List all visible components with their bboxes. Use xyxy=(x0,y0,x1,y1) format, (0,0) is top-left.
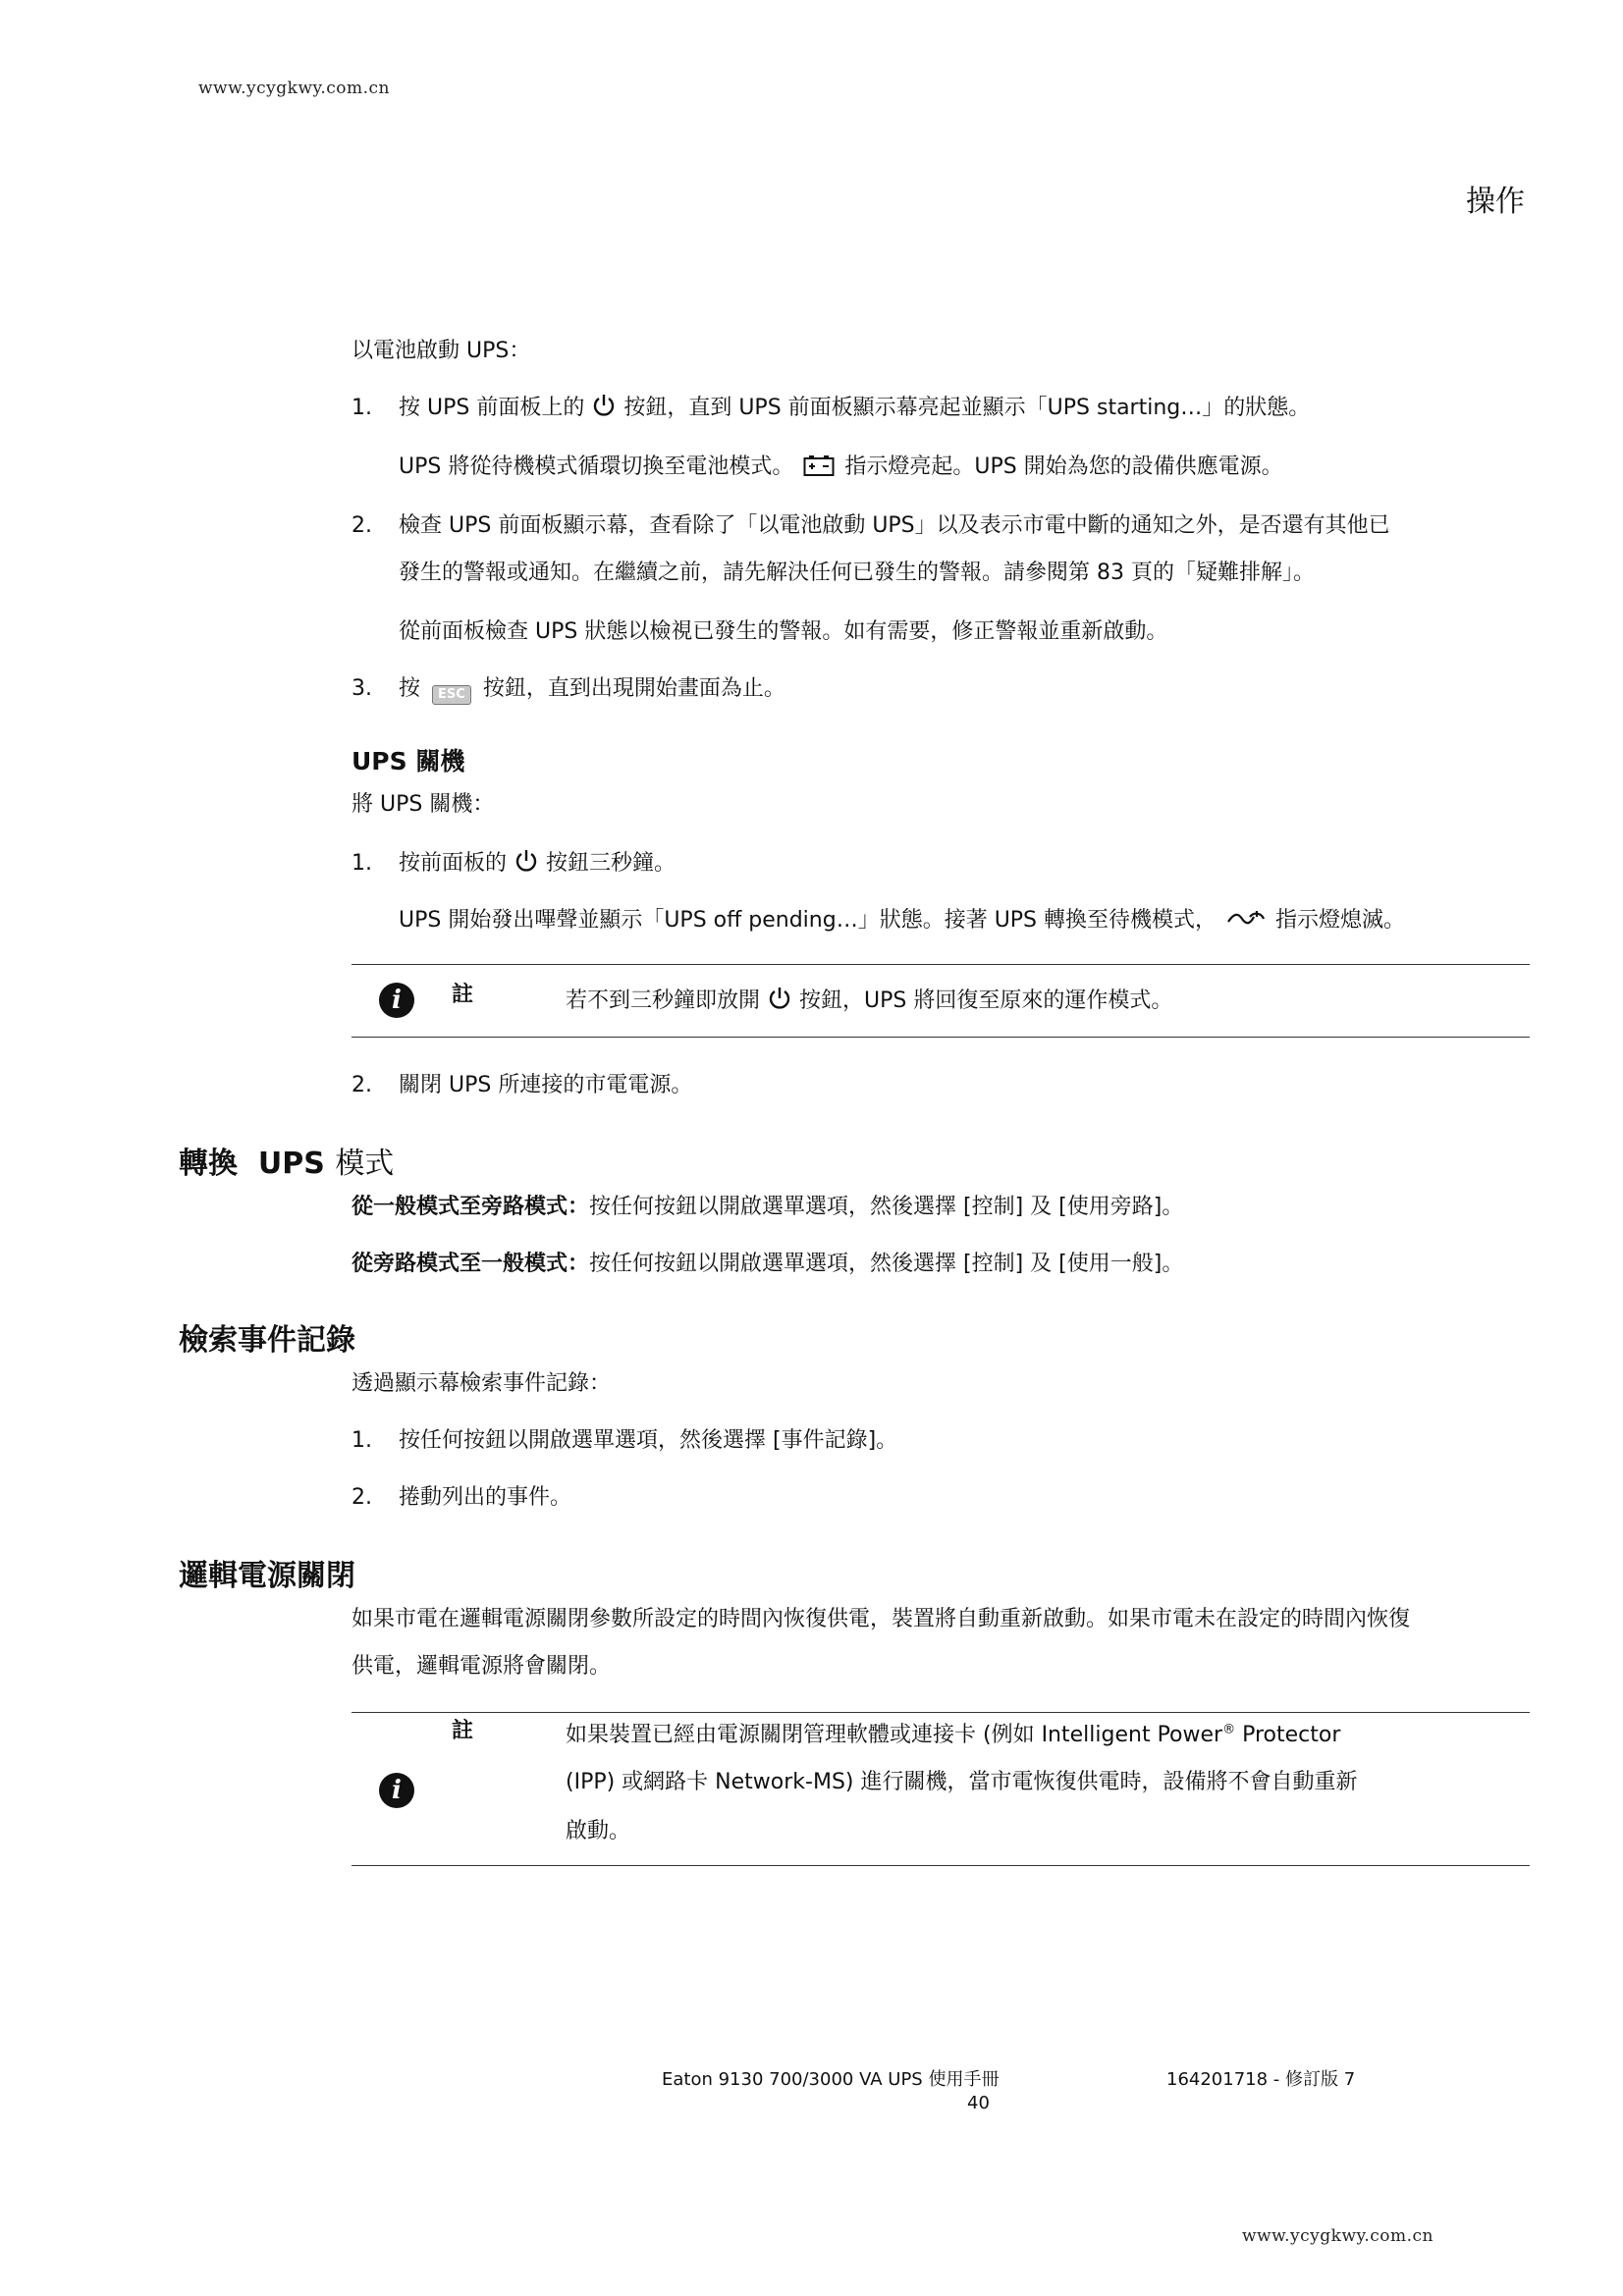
step-number: 1. xyxy=(352,396,372,420)
power-icon xyxy=(768,986,791,1020)
heading-part: UPS xyxy=(257,1147,325,1181)
transfer-heading xyxy=(179,1139,394,1182)
events-step-1 xyxy=(352,1427,897,1456)
sub-text: UPS 將從待機模式循環切換至電池模式。 xyxy=(399,454,794,479)
events-intro: 透過顯示幕檢索事件記錄： xyxy=(352,1371,612,1396)
logic-off-note-line-2: (IPP) 或網路卡 Network-MS) 進行關機，當市電恢復供電時，設備將不會自動重新 xyxy=(566,1770,1358,1794)
step-text: 按 xyxy=(399,676,421,701)
bold-lead: 從旁路模式至一般模式： xyxy=(352,1252,590,1276)
logic-off-line-2: 供電，邏輯電源將會關閉。 xyxy=(352,1654,612,1679)
note-rule-bottom xyxy=(352,1037,1530,1038)
step-text: 按任何按鈕以開啟選單選項，然後選擇 [事件記錄]。 xyxy=(399,1428,898,1453)
footer-doc-revision: 164201718 - 修訂版 7 xyxy=(1166,2069,1356,2090)
note-text: 若不到三秒鐘即放開 xyxy=(566,988,761,1013)
step-text-cont: 按鈕三秒鐘。 xyxy=(546,851,676,876)
section-tag: 操作 xyxy=(1466,185,1525,219)
line-text: 按任何按鈕以開啟選單選項，然後選擇 [控制] 及 [使用一般]。 xyxy=(589,1252,1184,1276)
step-number: 2. xyxy=(352,1485,372,1510)
step-text-cont: 按鈕，直到出現開始畫面為止。 xyxy=(482,676,785,701)
battery-start-intro: 以電池啟動 UPS： xyxy=(352,339,531,363)
logic-off-note-line-1 xyxy=(566,1722,1340,1750)
battery-start-step-1 xyxy=(352,393,1310,427)
step-number: 3. xyxy=(352,676,372,701)
shutdown-intro: 將 UPS 關機： xyxy=(352,792,495,817)
battery-start-step-2-sub: 從前面板檢查 UPS 狀態以檢視已發生的警報。如有需要，修正警報並重新啟動。 xyxy=(399,619,1168,644)
watermark-bottom: www.ycygkwy.com.cn xyxy=(1242,2226,1434,2246)
shutdown-step-1 xyxy=(352,848,676,882)
power-icon xyxy=(514,848,538,882)
step-text-cont: 按鈕，直到 UPS 前面板顯示幕亮起並顯示「UPS starting…」的狀態。 xyxy=(623,396,1311,420)
step-number: 2. xyxy=(352,1073,372,1097)
events-heading: 檢索事件記錄 xyxy=(179,1323,355,1358)
registered-mark: ® xyxy=(1222,1722,1236,1737)
heading-part: 轉換 xyxy=(179,1147,238,1181)
info-icon: i xyxy=(379,1773,414,1808)
note-text-cont: Protector xyxy=(1235,1723,1341,1747)
step-number: 1. xyxy=(352,851,372,876)
sub-text: UPS 開始發出嗶聲並顯示「UPS off pending…」狀態。接著 UPS 轉換至待機模式， xyxy=(399,908,1217,933)
note-rule-bottom xyxy=(352,1865,1530,1866)
footer-manual-title: Eaton 9130 700/3000 VA UPS 使用手冊 xyxy=(662,2069,1000,2090)
watermark-top: www.ycygkwy.com.cn xyxy=(198,79,391,98)
battery-start-step-1-sub xyxy=(399,454,1283,486)
step-number: 2. xyxy=(352,513,372,538)
power-icon xyxy=(592,393,616,427)
step-text: 按 UPS 前面板上的 xyxy=(399,396,585,420)
events-step-2 xyxy=(352,1484,571,1513)
note-label: 註 xyxy=(452,1719,474,1743)
step-text: 檢查 UPS 前面板顯示幕，查看除了「以電池啟動 UPS」以及表示市電中斷的通知之外，是否還有其他已 xyxy=(399,513,1390,538)
page-number: 40 xyxy=(967,2093,990,2113)
logic-off-note-line-3: 啟動。 xyxy=(566,1819,631,1843)
battery-start-step-2 xyxy=(352,512,1390,541)
sub-text-cont: 指示燈熄滅。 xyxy=(1275,908,1406,933)
bold-lead: 從一般模式至旁路模式： xyxy=(352,1195,590,1219)
logic-off-line-1: 如果市電在邏輯電源關閉參數所設定的時間內恢復供電，裝置將自動重新啟動。如果市電未在設定的時間內恢復 xyxy=(352,1607,1411,1631)
note-text: 如果裝置已經由電源關閉管理軟體或連接卡 (例如 Intelligent Power xyxy=(566,1723,1223,1747)
transfer-line-2 xyxy=(352,1251,1183,1279)
note-rule-top xyxy=(352,1712,1530,1713)
transfer-line-1 xyxy=(352,1194,1183,1222)
note-text-cont: 按鈕，UPS 將回復至原來的運作模式。 xyxy=(799,988,1173,1013)
battery-start-step-2-line-2: 發生的警報或通知。在繼續之前，請先解決任何已發生的警報。請參閱第 83 頁的「疑難排解」。 xyxy=(399,561,1315,585)
battery-icon xyxy=(803,454,835,486)
shutdown-note xyxy=(566,986,1172,1020)
step-text: 按前面板的 xyxy=(399,851,508,876)
esc-key-icon: ESC xyxy=(432,685,471,705)
step-number: 1. xyxy=(352,1428,372,1453)
shutdown-heading: UPS 關機 xyxy=(352,747,465,775)
info-icon: i xyxy=(379,983,414,1018)
bypass-icon xyxy=(1226,909,1266,939)
sub-text-cont: 指示燈亮起。UPS 開始為您的設備供應電源。 xyxy=(844,454,1283,479)
shutdown-step-2 xyxy=(352,1072,692,1100)
shutdown-step-1-sub xyxy=(399,907,1405,939)
note-rule-top xyxy=(352,964,1530,965)
heading-part: 模式 xyxy=(335,1147,395,1181)
note-label: 註 xyxy=(452,983,474,1007)
battery-start-step-3 xyxy=(352,675,785,705)
step-text: 關閉 UPS 所連接的市電電源。 xyxy=(399,1073,693,1097)
step-text: 捲動列出的事件。 xyxy=(399,1485,572,1510)
line-text: 按任何按鈕以開啟選單選項，然後選擇 [控制] 及 [使用旁路]。 xyxy=(589,1195,1184,1219)
logic-off-heading: 邏輯電源關閉 xyxy=(179,1559,355,1593)
